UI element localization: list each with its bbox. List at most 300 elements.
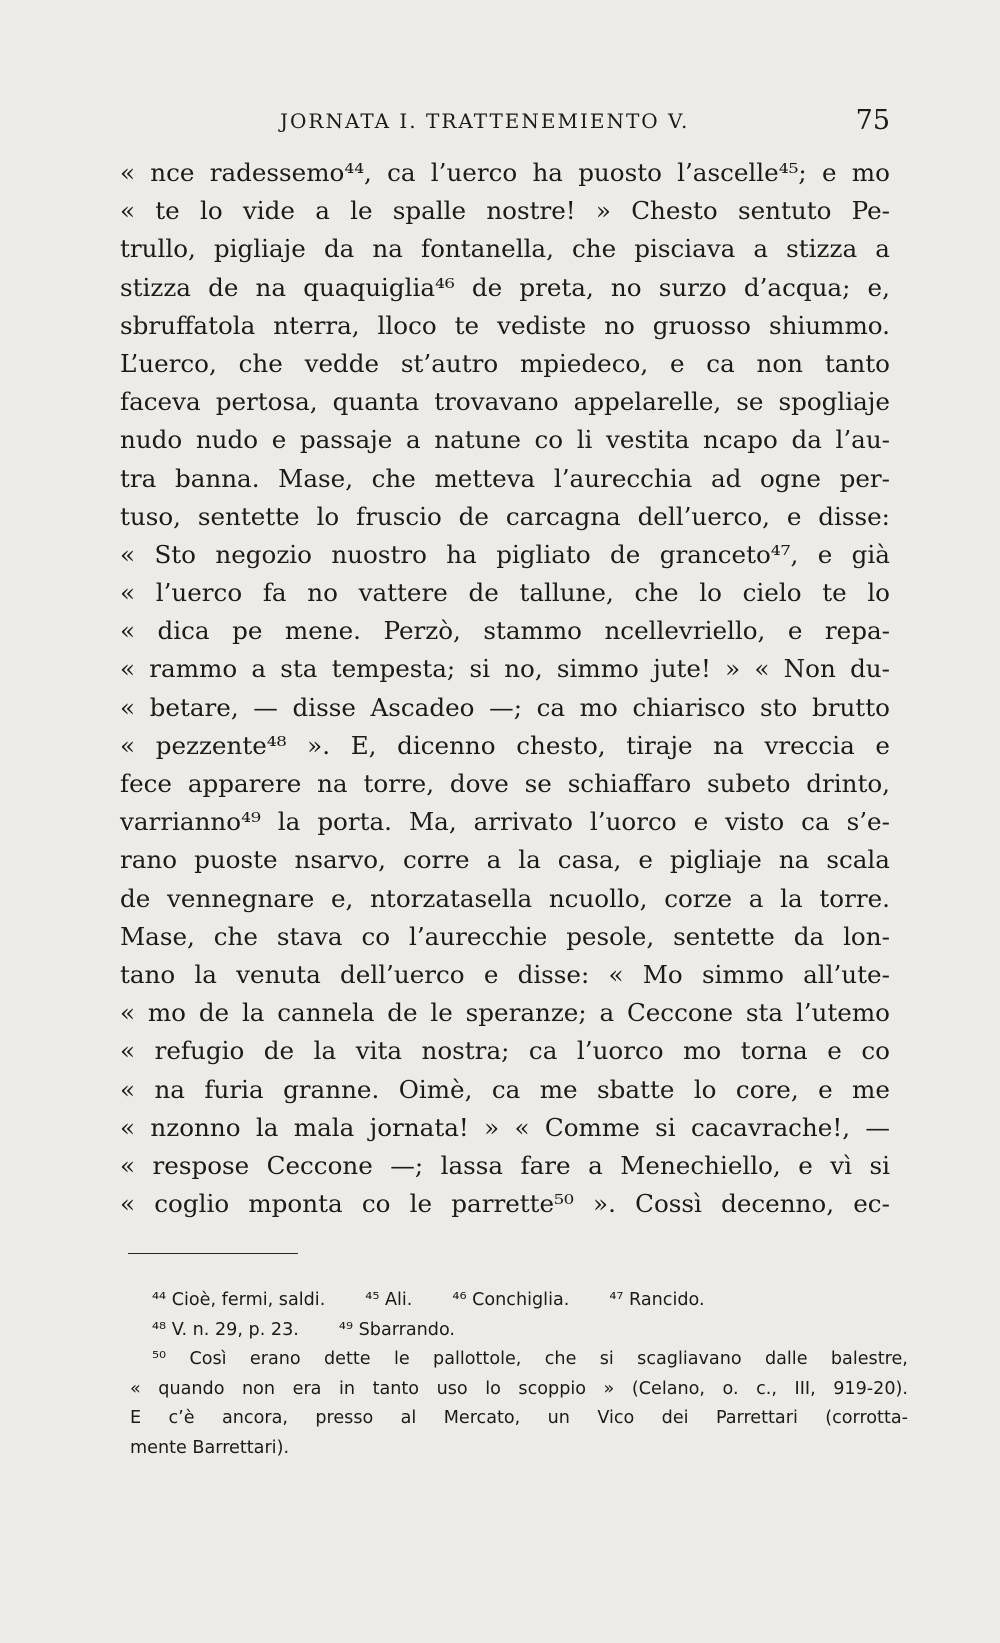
word: granne. xyxy=(283,1074,380,1104)
text-line xyxy=(120,727,890,765)
word: ». xyxy=(307,730,331,760)
footnote-45: ⁴⁵ Ali. xyxy=(365,1290,413,1310)
word: ca xyxy=(387,158,416,187)
word: natune xyxy=(434,425,521,455)
word: granceto⁴⁷, xyxy=(659,539,799,569)
footnotes xyxy=(130,1286,908,1464)
text-line xyxy=(120,689,890,727)
word: venuta xyxy=(236,959,321,989)
word: lo xyxy=(316,501,340,531)
word: repa- xyxy=(824,616,890,646)
word: disse xyxy=(292,692,356,722)
word: de xyxy=(471,272,503,302)
word: de xyxy=(468,578,499,608)
word: scala xyxy=(826,845,890,875)
word: Comme xyxy=(544,1112,640,1142)
word: spogliaje xyxy=(778,387,890,417)
word: non xyxy=(756,348,804,378)
word: si xyxy=(869,1150,890,1180)
word: la xyxy=(277,807,301,837)
word: ⁵⁰ xyxy=(152,1349,167,1370)
text-line xyxy=(120,994,890,1032)
word: arrivato xyxy=(473,807,573,837)
word: disse: xyxy=(517,959,590,989)
word: d’acqua; xyxy=(743,272,851,302)
word: (Celano, xyxy=(631,1378,705,1399)
word: chiarisco xyxy=(632,692,746,722)
word: varrianno⁴⁹ xyxy=(120,807,261,837)
word: Ma, xyxy=(408,807,457,837)
word: tallune, xyxy=(519,578,614,608)
word: vediste xyxy=(497,310,587,340)
word: uso xyxy=(436,1378,468,1399)
word: 919-20). xyxy=(833,1378,908,1399)
word: E, xyxy=(350,730,377,760)
page-header xyxy=(120,105,890,145)
word: da xyxy=(793,921,825,951)
running-head: JORNATA I. TRATTENEMIENTO V. xyxy=(280,109,690,133)
word: mo xyxy=(683,1036,722,1066)
word: » xyxy=(603,1378,615,1399)
word: me xyxy=(852,1074,890,1104)
word: carcagna xyxy=(505,501,621,531)
text-line xyxy=(120,383,890,421)
word: st’autro xyxy=(400,348,499,378)
word: vattere xyxy=(358,578,448,608)
word: rano xyxy=(120,845,178,875)
word: ncapo xyxy=(703,425,778,455)
word: o. xyxy=(722,1378,739,1399)
word: « xyxy=(120,1036,136,1066)
word: nudo xyxy=(120,425,183,455)
text-line xyxy=(120,192,890,230)
word: (corrotta- xyxy=(825,1408,908,1429)
word: c., xyxy=(756,1378,777,1399)
word: Parrettari xyxy=(715,1408,798,1429)
word: mponta xyxy=(248,1189,343,1219)
word: respose xyxy=(152,1150,250,1180)
word: che xyxy=(544,1349,577,1370)
word: vreccia xyxy=(764,730,855,760)
word: faceva xyxy=(120,387,201,417)
word: preta, xyxy=(519,272,594,302)
text-line xyxy=(120,650,890,688)
word: sentette xyxy=(197,501,300,531)
word: a xyxy=(486,845,502,875)
word: E xyxy=(130,1408,142,1429)
word: betare, xyxy=(149,692,239,722)
word: « xyxy=(120,1112,136,1142)
word: da xyxy=(323,234,355,264)
text-line xyxy=(120,841,890,879)
word: dei xyxy=(661,1408,689,1429)
word: trullo, xyxy=(120,234,196,264)
word: chesto, xyxy=(516,730,606,760)
word: de xyxy=(387,998,418,1028)
word: vita xyxy=(355,1036,402,1066)
text-line xyxy=(120,574,890,612)
word: la xyxy=(194,959,217,989)
word: subeto xyxy=(706,769,791,798)
word: du- xyxy=(850,654,890,684)
word: brutto xyxy=(811,692,890,722)
footnote-50-line xyxy=(130,1434,908,1464)
word: passaje xyxy=(299,425,393,455)
text-line xyxy=(120,1032,890,1070)
word: na xyxy=(317,769,348,798)
footnote-line xyxy=(130,1286,908,1316)
word: appelarelle, xyxy=(573,387,722,417)
word: tuso, xyxy=(120,501,181,531)
word: e xyxy=(669,348,685,378)
word: cielo xyxy=(742,578,802,608)
word: a xyxy=(748,883,764,913)
word: non xyxy=(242,1378,276,1399)
word: te xyxy=(155,196,180,226)
word: Mase, xyxy=(120,921,195,951)
word: l’uerco xyxy=(155,578,243,608)
footnote-49: ⁴⁹ Sbarrando. xyxy=(338,1319,456,1340)
word: « xyxy=(120,1074,136,1104)
word: scoppio xyxy=(518,1378,587,1399)
word: lo xyxy=(699,578,722,608)
word: Mercato, xyxy=(443,1408,521,1429)
word: per- xyxy=(839,463,890,493)
word: nterra, xyxy=(273,310,360,340)
word: l’uerco xyxy=(430,158,518,187)
word: jute! xyxy=(653,654,711,684)
word: la xyxy=(780,883,803,913)
word: s’e- xyxy=(846,807,890,837)
word: a xyxy=(875,234,890,264)
word: furia xyxy=(204,1074,264,1104)
word: no xyxy=(610,272,642,302)
word: tanto xyxy=(824,348,890,378)
word: radessemo⁴⁴, xyxy=(209,158,372,187)
word: Non xyxy=(783,654,836,684)
word: balestre, xyxy=(830,1349,908,1370)
word: dette xyxy=(324,1349,371,1370)
word: al xyxy=(400,1408,417,1429)
word: e xyxy=(798,1150,813,1180)
word: pallottole, xyxy=(433,1349,522,1370)
word: se xyxy=(736,387,764,417)
word: lon- xyxy=(843,921,890,951)
word: stammo xyxy=(483,616,582,646)
word: sta xyxy=(745,998,784,1028)
word: l’ascelle⁴⁵; xyxy=(677,158,807,187)
word: erano xyxy=(249,1349,301,1370)
word: « xyxy=(120,616,136,646)
word: te xyxy=(454,310,480,340)
word: ad xyxy=(710,463,742,493)
word: Sto xyxy=(154,539,196,569)
footnote-44: ⁴⁴ Cioè, fermi, saldi. xyxy=(152,1290,326,1310)
word: core, xyxy=(735,1074,799,1104)
text-line xyxy=(120,1147,890,1185)
word: lloco xyxy=(377,310,437,340)
word: quando xyxy=(158,1378,225,1399)
word: e xyxy=(875,730,890,760)
word: vennegnare xyxy=(167,883,315,913)
word: gruosso xyxy=(652,310,751,340)
word: la xyxy=(518,845,541,875)
word: dica xyxy=(157,616,210,646)
word: fa xyxy=(262,578,287,608)
word: nce xyxy=(150,158,195,187)
word: spalle xyxy=(392,196,467,226)
word: « xyxy=(120,998,136,1028)
word: fece xyxy=(120,769,172,798)
word: tempesta; xyxy=(331,654,456,684)
word: dalle xyxy=(764,1349,808,1370)
word: co xyxy=(861,1036,890,1066)
word: vì xyxy=(830,1150,852,1180)
word: na xyxy=(778,845,810,875)
word: Così xyxy=(189,1349,227,1370)
word: l’au- xyxy=(835,425,890,455)
word: — xyxy=(865,1112,890,1142)
word: co xyxy=(534,425,564,455)
word: de xyxy=(263,1036,295,1066)
word: nuostro xyxy=(331,539,427,569)
text-line xyxy=(120,421,890,459)
word: « xyxy=(120,1189,136,1219)
word: e xyxy=(827,1036,842,1066)
word: e xyxy=(818,1074,833,1104)
word: e, xyxy=(331,883,354,913)
word: tiraje xyxy=(626,730,693,760)
word: che xyxy=(238,348,283,378)
word: pisciava xyxy=(634,234,736,264)
word: c’è xyxy=(168,1408,195,1429)
word: le xyxy=(393,1349,410,1370)
word: tano xyxy=(120,959,176,989)
text-line xyxy=(120,269,890,307)
word: in xyxy=(339,1378,356,1399)
word: si xyxy=(599,1349,614,1370)
text-line xyxy=(120,154,890,192)
word: tra xyxy=(120,463,157,493)
footnote-50-cont: mente Barrettari). xyxy=(130,1437,290,1458)
footnote-50-line xyxy=(130,1345,908,1375)
word: fare xyxy=(520,1150,571,1180)
word: stizza xyxy=(786,234,858,264)
word: era xyxy=(292,1378,322,1399)
word: stizza xyxy=(120,272,191,302)
word: « xyxy=(120,730,136,760)
footnote-50-line xyxy=(130,1404,908,1434)
word: « xyxy=(120,158,136,187)
word: simmo xyxy=(701,959,784,989)
word: ca xyxy=(536,692,566,722)
word: l’uorco xyxy=(589,807,677,837)
word: e, xyxy=(867,272,890,302)
word: vestita xyxy=(606,425,690,455)
text-line xyxy=(120,612,890,650)
text-line xyxy=(120,498,890,536)
word: ca xyxy=(801,807,830,837)
word: mene. xyxy=(284,616,361,646)
word: metteva xyxy=(434,463,536,493)
text-line xyxy=(120,1071,890,1109)
word: che xyxy=(634,578,679,608)
word: « xyxy=(608,959,624,989)
word: cannela xyxy=(277,998,375,1028)
word: un xyxy=(547,1408,570,1429)
word: lo xyxy=(199,196,223,226)
word: pezzente⁴⁸ xyxy=(155,730,287,760)
word: me xyxy=(539,1074,578,1104)
word: mala xyxy=(293,1112,355,1142)
word: l’aurecchia xyxy=(553,463,693,493)
word: Chesto xyxy=(631,196,718,226)
word: nzonno xyxy=(150,1112,241,1142)
word: da xyxy=(791,425,822,455)
word: tanto xyxy=(372,1378,420,1399)
word: e xyxy=(271,425,287,455)
word: shiummo. xyxy=(768,310,890,340)
footnote-46: ⁴⁶ Conchiglia. xyxy=(452,1290,570,1310)
word: nsarvo, xyxy=(294,845,386,875)
word: e xyxy=(483,959,499,989)
word: speranze; xyxy=(465,998,587,1028)
word: sentuto xyxy=(737,196,832,226)
word: sbruffatola xyxy=(120,310,256,340)
word: simmo xyxy=(556,654,639,684)
word: visto xyxy=(725,807,785,837)
word: « xyxy=(120,1150,136,1180)
word: dove xyxy=(449,769,509,798)
text-line xyxy=(120,880,890,918)
word: ec- xyxy=(853,1189,890,1219)
word: sta xyxy=(280,654,318,684)
word: schiaffaro xyxy=(567,769,692,798)
word: a xyxy=(251,654,267,684)
word: no xyxy=(307,578,338,608)
word: si xyxy=(655,1112,676,1142)
word: e xyxy=(787,616,803,646)
word: ha xyxy=(532,158,563,187)
word: « xyxy=(120,196,136,226)
footnote-48: ⁴⁸ V. n. 29, p. 23. xyxy=(152,1319,299,1340)
word: mo xyxy=(851,158,890,187)
word: rammo xyxy=(149,654,238,684)
text-line xyxy=(120,956,890,994)
text-line xyxy=(120,345,890,383)
word: « xyxy=(514,1112,530,1142)
word: Ceccone xyxy=(626,998,734,1028)
word: puosto xyxy=(578,158,662,187)
word: torre, xyxy=(363,769,435,798)
word: —; xyxy=(489,692,522,722)
word: co xyxy=(361,1189,391,1219)
word: e xyxy=(821,158,837,187)
word: sbatte xyxy=(597,1074,675,1104)
word: l’uorco xyxy=(576,1036,664,1066)
word: ha xyxy=(446,539,477,569)
word: » xyxy=(725,654,741,684)
word: Pe- xyxy=(851,196,890,226)
word: fruscio xyxy=(356,501,442,531)
word: Mo xyxy=(642,959,683,989)
word: no, xyxy=(504,654,543,684)
word: te xyxy=(822,578,847,608)
word: che xyxy=(213,921,258,951)
word: ncuollo, xyxy=(548,883,648,913)
word: ca xyxy=(491,1074,521,1104)
word: torna xyxy=(740,1036,808,1066)
word: a xyxy=(753,234,769,264)
word: « xyxy=(754,654,770,684)
word: jornata! xyxy=(369,1112,469,1142)
word: quaquiglia⁴⁶ xyxy=(303,272,455,302)
footnote-divider xyxy=(128,1253,298,1254)
footnote-47: ⁴⁷ Rancido. xyxy=(609,1290,705,1310)
word: Perzò, xyxy=(383,616,461,646)
text-line xyxy=(120,765,890,803)
word: stava xyxy=(276,921,343,951)
word: pesole, xyxy=(566,921,655,951)
word: a xyxy=(315,196,330,226)
word: Ascadeo xyxy=(370,692,475,722)
word: le xyxy=(350,196,373,226)
word: decenno, xyxy=(721,1189,835,1219)
word: disse: xyxy=(818,501,890,531)
word: na xyxy=(255,272,287,302)
word: na xyxy=(372,234,403,264)
text-line xyxy=(120,460,890,498)
word: pigliaje xyxy=(669,845,762,875)
text-line xyxy=(120,918,890,956)
word: la xyxy=(313,1036,337,1066)
word: lo xyxy=(485,1378,501,1399)
word: —; xyxy=(390,1150,424,1180)
word: de xyxy=(458,501,489,531)
word: mo xyxy=(579,692,618,722)
word: fontanella, xyxy=(421,234,554,264)
word: che xyxy=(572,234,617,264)
word: e xyxy=(786,501,802,531)
word: ogne xyxy=(759,463,821,493)
word: « xyxy=(120,692,136,722)
word: vedde xyxy=(304,348,380,378)
word: che xyxy=(371,463,416,493)
footnote-50-line xyxy=(130,1375,908,1405)
word: surzo xyxy=(658,272,727,302)
word: Oimè, xyxy=(398,1074,473,1104)
word: coglio xyxy=(154,1189,230,1219)
word: l’utemo xyxy=(795,998,890,1028)
word: de xyxy=(610,539,641,569)
word: trovavano xyxy=(434,387,559,417)
word: pigliato xyxy=(496,539,591,569)
word: ancora, xyxy=(221,1408,288,1429)
word: — xyxy=(253,692,278,722)
word: corze xyxy=(664,883,733,913)
page-number: 75 xyxy=(855,105,890,136)
word: a xyxy=(599,998,615,1028)
word: de xyxy=(198,998,230,1028)
word: nudo xyxy=(195,425,259,455)
word: mo xyxy=(147,998,186,1028)
word: puoste xyxy=(194,845,278,875)
word: la xyxy=(241,998,265,1028)
word: Vico xyxy=(597,1408,635,1429)
word: Menechiello, xyxy=(620,1150,781,1180)
word: « xyxy=(120,654,136,684)
word: torre. xyxy=(819,883,890,913)
